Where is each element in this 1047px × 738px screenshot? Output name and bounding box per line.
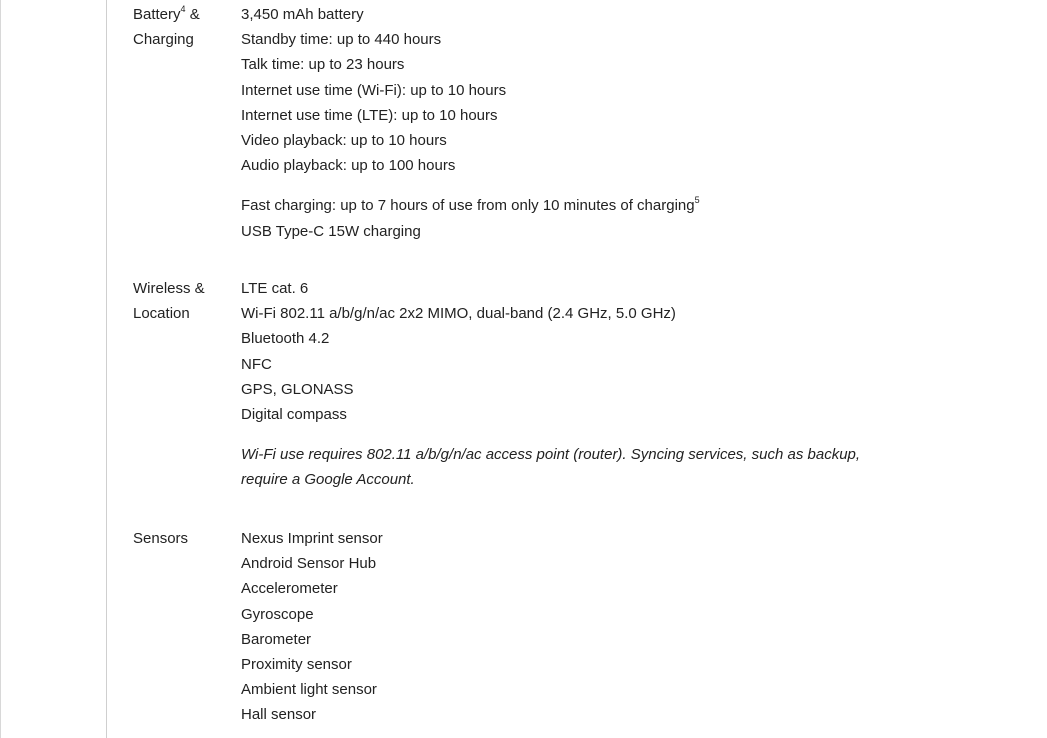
spec-table: [106, 0, 1047, 738]
spec-value: Gyroscope: [241, 605, 314, 623]
spec-values-sensors: [241, 526, 1031, 728]
footnote-marker-5: 5: [694, 195, 700, 206]
spec-value: Standby time: up to 440 hours: [241, 31, 442, 49]
spec-value: Android Sensor Hub: [241, 555, 377, 573]
spec-value: Proximity sensor: [241, 656, 352, 674]
spec-label-wireless-line2: Location: [133, 305, 190, 322]
page-left-border: [0, 0, 1, 738]
spec-label-wireless: [133, 276, 233, 326]
footnote-marker-4: 4: [180, 4, 186, 14]
spec-value: NFC: [241, 355, 272, 373]
spec-value: Wi-Fi 802.11 a/b/g/n/ac 2x2 MIMO, dual-band (2.4 GHz, 5.0 GHz): [241, 305, 676, 323]
spec-value: Nexus Imprint sensor: [241, 530, 383, 547]
spec-value: Barometer: [241, 630, 312, 648]
spec-label-battery-line2: Charging: [133, 31, 194, 48]
spec-value: GPS, GLONASS: [241, 380, 354, 398]
wifi-note-line1: Wi-Fi use requires 802.11 a/b/g/n/ac access point (router). Syncing services, such as backup,: [241, 446, 861, 464]
spec-label-sensors-text: Sensors: [133, 530, 189, 547]
group-spacer: [241, 178, 1031, 193]
spec-value: Internet use time (Wi-Fi): up to 10 hours: [241, 81, 507, 99]
battery-label-text: Battery: [133, 6, 181, 23]
spec-value: Accelerometer: [241, 580, 338, 598]
spec-value: 3,450 mAh battery: [241, 6, 364, 23]
spec-value: Internet use time (LTE): up to 10 hours: [241, 106, 498, 124]
spec-value: Hall sensor: [241, 706, 317, 724]
spec-value: Bluetooth 4.2: [241, 330, 330, 348]
spec-values-wireless: [241, 276, 1031, 492]
group-spacer: [241, 427, 1031, 442]
spec-value: Ambient light sensor: [241, 681, 377, 699]
battery-label-tail: &: [185, 6, 200, 23]
spec-label-battery-line1: [133, 2, 233, 27]
spec-label-wireless-line1: Wireless &: [133, 280, 205, 297]
spec-value: LTE cat. 6: [241, 280, 309, 297]
spec-value: USB Type-C 15W charging: [241, 222, 421, 240]
spec-label-battery: [133, 2, 233, 52]
spec-value: Video playback: up to 10 hours: [241, 132, 447, 150]
spec-value: Audio playback: up to 100 hours: [241, 157, 456, 175]
spec-value: Talk time: up to 23 hours: [241, 56, 405, 74]
spec-label-sensors: [133, 526, 233, 551]
fast-charging-text: Fast charging: up to 7 hours of use from only 10 minutes of charging: [241, 197, 695, 215]
spec-values-battery: [241, 2, 1031, 244]
wifi-note-line2: require a Google Account.: [241, 471, 415, 489]
spec-value: Digital compass: [241, 406, 347, 424]
spec-value-fast-charging: [241, 193, 1031, 218]
